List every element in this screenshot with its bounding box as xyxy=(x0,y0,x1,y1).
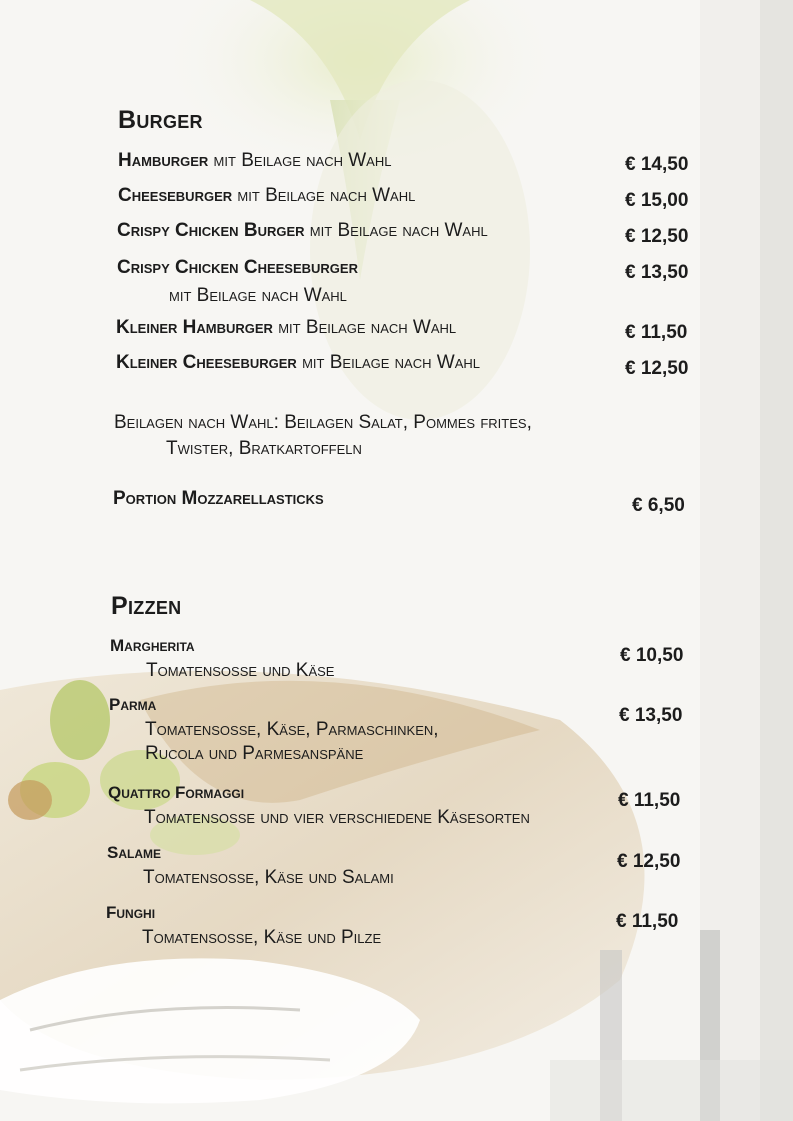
item-desc: Tomatensosse und Käse xyxy=(146,660,335,681)
item-price: € 15,00 xyxy=(625,190,689,211)
item-price: € 14,50 xyxy=(625,154,689,175)
item-name: Crispy Chicken Burger xyxy=(117,220,305,241)
item-name: Salame xyxy=(107,843,162,862)
item-name: Cheeseburger xyxy=(118,185,233,206)
pizza-item xyxy=(106,903,381,949)
item-price: € 12,50 xyxy=(625,358,689,379)
item-desc: Tomatensosse und vier verschiedene Käsesorten xyxy=(144,807,530,828)
item-name: Portion Mozzarellasticks xyxy=(113,488,324,509)
burger-item xyxy=(116,317,456,339)
item-price: € 11,50 xyxy=(625,322,688,343)
item-name: Funghi xyxy=(106,903,156,922)
pizza-item xyxy=(110,636,334,682)
section-heading-pizzen: Pizzen xyxy=(111,592,182,620)
item-price: € 13,50 xyxy=(625,262,689,283)
pizza-item xyxy=(108,783,530,829)
burger-item xyxy=(118,150,391,172)
item-desc: mit Beilage nach Wahl xyxy=(304,220,488,241)
pizza-item xyxy=(107,843,394,889)
item-price: € 12,50 xyxy=(625,226,689,247)
item-desc: mit Beilage nach Wahl xyxy=(208,150,392,171)
pizza-item xyxy=(109,695,439,765)
item-price: € 6,50 xyxy=(632,495,685,516)
item-name: Parma xyxy=(109,695,157,714)
sides-note xyxy=(114,412,532,460)
item-price: € 13,50 xyxy=(619,705,683,726)
extra-item xyxy=(113,488,324,510)
item-desc-line2: mit Beilage nach Wahl xyxy=(169,285,347,306)
item-price: € 12,50 xyxy=(617,851,681,872)
sides-note-line1: Beilagen nach Wahl: Beilagen Salat, Pommes frites, xyxy=(114,412,532,433)
item-desc-line2: Rucola und Parmesanspäne xyxy=(145,743,364,764)
item-desc: mit Beilage nach Wahl xyxy=(296,352,481,373)
burger-item xyxy=(117,220,488,242)
burger-item xyxy=(117,257,358,307)
item-price: € 11,50 xyxy=(616,911,679,932)
section-heading-burger: Burger xyxy=(118,106,203,134)
item-name: Kleiner Hamburger xyxy=(116,317,273,338)
item-desc: Tomatensosse, Käse und Salami xyxy=(143,867,394,888)
item-desc: mit Beilage nach Wahl xyxy=(232,185,416,206)
item-price: € 10,50 xyxy=(620,645,684,666)
burger-item xyxy=(118,185,415,207)
burger-item xyxy=(116,352,480,374)
item-name: Kleiner Cheeseburger xyxy=(116,352,297,373)
sides-note-line2: Twister, Bratkartoffeln xyxy=(166,438,362,459)
item-desc: Tomatensosse, Käse, Parmaschinken, xyxy=(145,719,439,740)
item-name: Quattro Formaggi xyxy=(108,783,245,802)
item-name: Margherita xyxy=(110,636,195,655)
item-name: Crispy Chicken Cheeseburger xyxy=(117,257,358,278)
item-desc: mit Beilage nach Wahl xyxy=(272,317,457,338)
item-desc: Tomatensosse, Käse und Pilze xyxy=(142,927,382,948)
item-price: € 11,50 xyxy=(618,790,681,811)
item-name: Hamburger xyxy=(118,150,209,171)
